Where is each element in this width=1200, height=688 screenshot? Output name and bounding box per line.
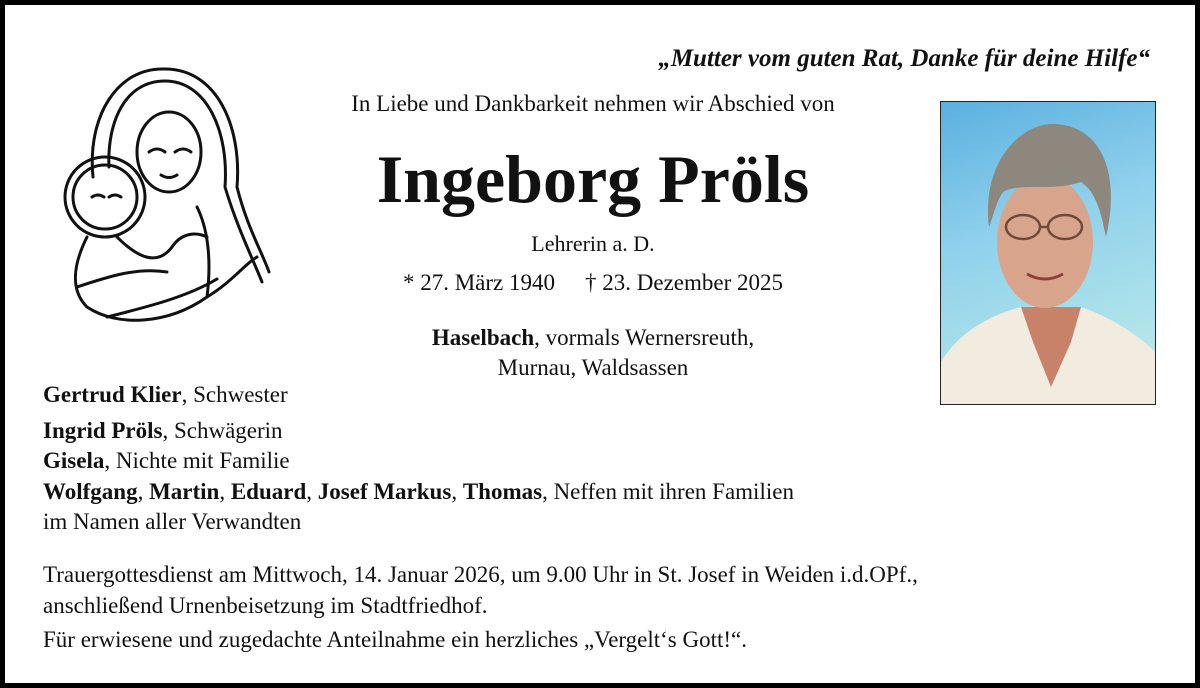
madonna-child-icon bbox=[47, 57, 273, 342]
family-name: Wolfgang bbox=[43, 479, 138, 504]
family-line bbox=[43, 382, 288, 408]
deceased-name: Ingeborg Pröls bbox=[376, 141, 810, 217]
family-line: im Namen aller Verwandten bbox=[43, 509, 302, 534]
family-name: Thomas bbox=[462, 479, 543, 504]
family-name: Ingrid Pröls bbox=[43, 418, 163, 443]
place-bold: Haselbach bbox=[431, 325, 535, 350]
family-name: Martin bbox=[149, 479, 220, 504]
life-dates bbox=[245, 270, 941, 296]
service-info: Trauergottesdienst am Mittwoch, 14. Januar 2026, um 9.00 Uhr in St. Josef in Weiden i.d.OPf., bbox=[43, 562, 918, 587]
death-date: 23. Dezember 2025 bbox=[602, 270, 784, 295]
place-line-1 bbox=[245, 325, 941, 351]
family-line bbox=[43, 448, 290, 474]
born-symbol: * bbox=[402, 270, 415, 295]
quote: „Mutter vom guten Rat, Danke für deine Hilfe“ bbox=[658, 45, 1150, 72]
died-symbol: † bbox=[585, 270, 597, 295]
family-line bbox=[43, 418, 283, 444]
family-name: Gisela bbox=[43, 448, 105, 473]
family-relation: , Schwägerin bbox=[162, 418, 283, 443]
family-relation: , Nichte mit Familie bbox=[104, 448, 290, 473]
place-line-2: Murnau, Waldsassen bbox=[497, 355, 689, 380]
family-relation: , Neffen mit ihren Familien bbox=[542, 479, 794, 504]
family-name: Gertrud Klier bbox=[43, 382, 182, 407]
family-relation: , Schwester bbox=[181, 382, 288, 407]
place-rest: , vormals Wernersreuth, bbox=[534, 325, 755, 350]
family-name: Josef Markus bbox=[317, 479, 452, 504]
deceased-title: Lehrerin a. D. bbox=[531, 231, 655, 256]
burial-info: anschließend Urnenbeisetzung im Stadtfriedhof. bbox=[43, 593, 488, 618]
family-line: Wolfgang, Martin, Eduard, Josef Markus, Thomas, Neffen mit ihren Familien bbox=[43, 479, 794, 504]
intro-text: In Liebe und Dankbarkeit nehmen wir Abschied von bbox=[351, 91, 835, 116]
family-name: Eduard bbox=[230, 479, 307, 504]
portrait-photo bbox=[940, 101, 1156, 405]
birth-date: 27. März 1940 bbox=[420, 270, 556, 295]
thanks-text: Für erwiesene und zugedachte Anteilnahme ein herzliches „Vergelt‘s Gott!“. bbox=[43, 627, 748, 652]
